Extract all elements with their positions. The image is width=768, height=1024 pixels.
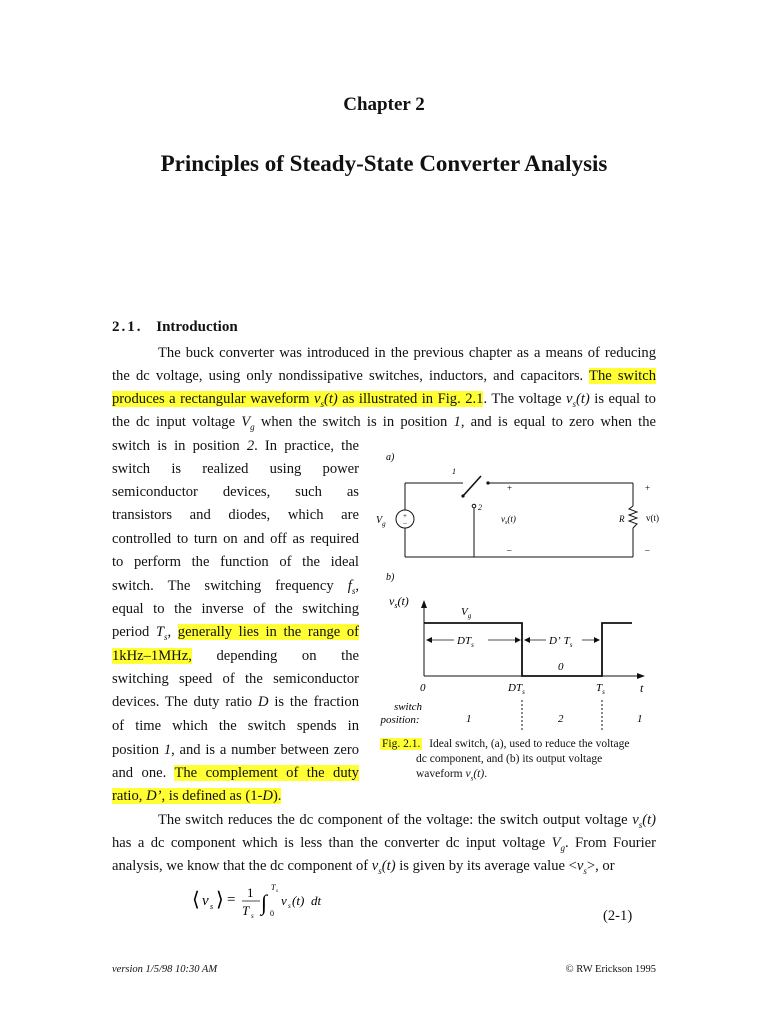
highlight: 1kHz–1MHz, — [112, 648, 192, 664]
integral-upper: T — [271, 883, 276, 892]
figure-part-b-label: b) — [386, 572, 395, 583]
text-line: transistors and diodes, which are — [112, 507, 359, 523]
text-line: to perform the function of the ideal — [112, 554, 359, 570]
x-axis-arrow-icon — [637, 673, 645, 679]
vg-level-label: $V_g$ — [461, 606, 472, 620]
text-line: has a dc component which is less than the converter dc input voltage $V_g$. From Fourier — [112, 835, 656, 853]
section-number: 2.1. — [112, 319, 143, 335]
chapter-title: Principles of Steady-State Converter Analysis — [160, 151, 608, 176]
switch-blade-icon — [463, 476, 481, 496]
highlight: ratio, D’, is defined as (1-D). — [112, 788, 282, 804]
zero-level-label: 0 — [558, 661, 564, 673]
equation-sub: s — [210, 902, 214, 911]
arrow-icon — [524, 637, 530, 643]
text-line: analysis, we know that the dc component of $v_s(t)$ is given by its average value $<v_s>$, or — [112, 858, 615, 876]
text-line: switching speed of the semiconductor — [112, 671, 359, 687]
integral-sign: ∫ — [261, 890, 268, 915]
text-line — [112, 786, 359, 806]
switch-pivot — [461, 494, 464, 497]
highlight: produces a rectangular waveform $v_s(t)$ as illustrated in Fig. 2.1 — [112, 391, 484, 409]
arrow-icon — [426, 637, 432, 643]
resistor-icon — [629, 506, 637, 528]
angle-bracket-left: ⟨ — [192, 889, 200, 911]
switch-label-1: 1 — [452, 467, 456, 476]
text-line: 1kHz–1MHz, depending on the — [112, 648, 359, 664]
highlight: The complement of the duty — [174, 765, 359, 781]
switch-pos-value-3: 1 — [637, 713, 643, 725]
figure-caption: Fig. 2.1. Ideal switch, (a), used to reduce the voltage — [382, 738, 630, 750]
equals-sign: = — [227, 892, 236, 908]
switch-pos-value-1: 1 — [466, 713, 472, 725]
text-line: produces a rectangular waveform $v_s(t)$ as illustrated in Fig. 2.1. The voltage $v_s(t)$ is equal to — [112, 391, 656, 409]
chapter-heading: Chapter 2 — [343, 94, 425, 115]
switch-position-label-1: switch — [393, 701, 423, 713]
differential: dt — [311, 893, 322, 908]
arrow-icon — [594, 637, 600, 643]
dts-label: $DT_s$ — [457, 635, 474, 649]
vs-plus: + — [507, 483, 513, 493]
switch-contact-2 — [472, 504, 476, 508]
equation-2-1 — [190, 880, 350, 922]
source-voltage-label: $V_g$ — [376, 515, 386, 528]
equation-lhs: v — [202, 893, 209, 909]
circuit-wires — [405, 483, 633, 557]
equation-number: (2-1) — [603, 908, 633, 924]
footer-version: version 1/5/98 10:30 AM — [112, 964, 218, 975]
text-line: the dc voltage, using only nondissipative switches, inductors, and capacitors. The switch — [112, 368, 656, 384]
waveform-y-label: $v_s(t)$ — [389, 594, 409, 610]
y-axis-arrow-icon — [421, 600, 427, 608]
text-line: and one. The complement of the duty — [112, 765, 359, 781]
switch-pos-value-2: 2 — [558, 713, 564, 725]
source-plus: + — [403, 512, 407, 520]
section-heading — [112, 319, 238, 336]
equation-denominator-sub: s — [251, 912, 254, 920]
switch-contact-1 — [486, 481, 489, 484]
text-line: switch is in position 2. In practice, the — [112, 438, 359, 454]
source-minus: – — [403, 519, 407, 527]
arrow-icon — [515, 637, 521, 643]
text-line: The switch reduces the dc component of the voltage: the switch output voltage $v_s(t)$ — [158, 812, 656, 830]
integrand: v — [281, 893, 287, 908]
text-line: switch. The switching frequency $f_s$, — [112, 578, 359, 596]
integral-lower: 0 — [270, 909, 274, 918]
integral-upper-sub: s — [276, 889, 278, 894]
highlight: generally lies in the range of — [177, 624, 360, 640]
output-plus: + — [645, 483, 651, 493]
caption-label: Fig. 2.1. — [382, 738, 421, 750]
output-minus: – — [645, 545, 650, 555]
equation-denominator: T — [242, 903, 250, 918]
switch-position-label-2: position: — [380, 714, 420, 726]
integrand-arg: (t) — [292, 893, 305, 908]
x-axis-label: t — [640, 681, 644, 695]
figure-caption-line: dc component, and (b) its output voltage — [416, 753, 603, 765]
resistor-label: R — [619, 514, 625, 524]
highlight: The switch — [589, 368, 656, 384]
x-tick-dts: $DT_s$ — [508, 682, 525, 696]
text-line: semiconductor devices, such as — [112, 484, 359, 500]
text-line: of time which the switch spends in — [112, 718, 359, 734]
figure-caption-line: waveform $v_s(t)$. — [416, 768, 488, 783]
text-line: position 1, and is a number between zero — [112, 742, 359, 758]
text-line: devices. The duty ratio D is the fraction — [112, 694, 359, 710]
section-title: Introduction — [156, 319, 238, 335]
output-voltage-label: v(t) — [646, 513, 659, 523]
vs-label: $v_s(t)$ — [501, 514, 516, 526]
angle-bracket-right: ⟩ — [216, 889, 224, 911]
equation-numerator: 1 — [247, 885, 254, 900]
figure-2-1 — [370, 446, 665, 736]
x-tick-ts: $T_s$ — [596, 682, 605, 696]
vs-minus: – — [507, 545, 512, 555]
text-line: The buck converter was introduced in the previous chapter as a means of reducing — [158, 345, 656, 361]
text-line: switch is realized using power — [112, 461, 359, 477]
waveform-line — [424, 623, 632, 676]
text-line: equal to the inverse of the switching — [112, 601, 359, 617]
text-line: controlled to turn on and off as required — [112, 531, 359, 547]
switch-label-2: 2 — [478, 503, 482, 512]
x-tick-0: 0 — [420, 682, 426, 694]
dprime-ts-label: D’ $T_s$ — [549, 635, 573, 649]
figure-part-a-label: a) — [386, 452, 395, 463]
footer-copyright: © RW Erickson 1995 — [565, 964, 656, 975]
integrand-sub: s — [288, 902, 291, 910]
text-line: the dc input voltage $V_g$ when the switch is in position 1, and is equal to zero when the — [112, 414, 656, 432]
text-line: period $T_s$, generally lies in the range of — [112, 624, 360, 642]
